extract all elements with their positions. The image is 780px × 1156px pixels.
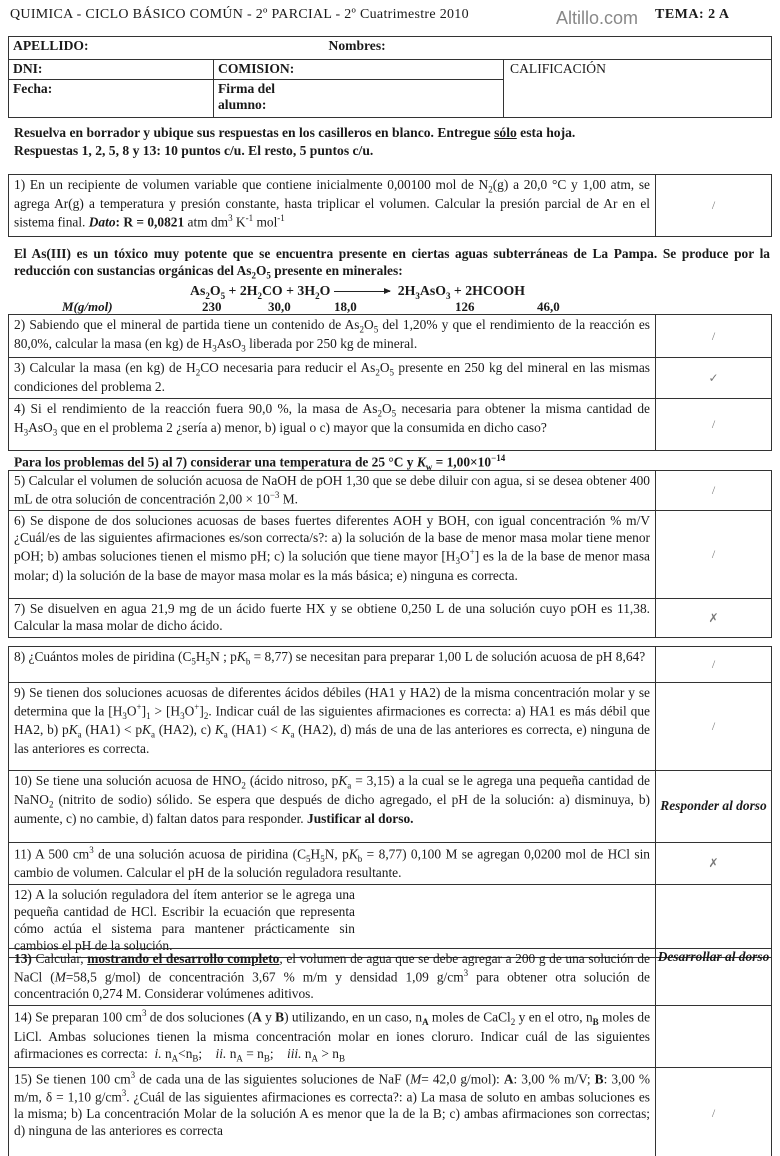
answer-box-12[interactable] [656, 885, 772, 958]
as-intro: El As(III) es un tóxico muy potente que se encuentra presente en ciertas aguas subterráneas de La Pampa. Se produce por la reducción con sustancias orgánicas del $As_2O_5$ presente en minerales: [14, 246, 770, 282]
mass-h2co: 30,0 [268, 299, 291, 314]
question-5: 5) Calcular el volumen de solución acuosa de NaOH de pOH 1,30 que se debe diluir con agua, si se desea obtener 400 mL de otra solución de concentración $2,00 \times 10^{-3}$ M. [9, 471, 656, 511]
fecha-field[interactable]: Fecha: [9, 79, 214, 117]
question-2: 2) Sabiendo que el mineral de partida tiene un contenido de $As_2O_5$ del 1,20% y que el rendimiento de la reacción es 80,0%, calcular la masa (en kg) de $H_3AsO_3$ liberada por 250 kg de mineral. [9, 315, 656, 358]
question-15: 15) Se tienen 100 $cm^3$ de cada una de las siguientes soluciones de NaF (M= 42,0 g/mol): A: 3,00 % m/V; B: 3,00 % m/m, δ = 1,10 $g/cm^3$. ¿Cuál de las siguientes afirmaciones es correcta?: a) La masa de soluto en ambas soluciones es la misma; b) La concentración Molar de la solución A es menor que la de la B; c) ambas afirmaciones son correctas; d) ninguna de las anteriores es correcta [9, 1067, 656, 1156]
question-12: 12) A la solución reguladora del ítem anterior se le agrega una pequeña cantidad de HCl. Escribir la ecuación que representa cómo actúa el sistema para mantener prácticamente sin cambios el pH de la solución. [9, 885, 656, 958]
question-8: 8) ¿Cuántos moles de piridina ($C_5H_5N$ ; $pK_b = 8,77$) se necesitan para preparar 1,00 L de solución acuosa de pH 8,64? [9, 647, 656, 683]
student-id-form [8, 36, 772, 118]
temp-intro: Para los problemas del 5) al 7) considerar una temperatura de 25 °C y $K_w = 1,00\times 10^{-14}$ [14, 453, 506, 473]
chemical-equation: $As_2O_5 + 2H_2CO + 3H_2O$ $2H_3AsO_3$ + 2HCOOH [190, 283, 526, 301]
question-4: 4) Si el rendimiento de la reacción fuera 90,0 %, la masa de $As_2O_5$ necesaria para obtener la misma cantidad de $H_3AsO_3$ que en el problema 2 ¿sería a) menor, b) igual o c) mayor que la consumida en dicho caso? [9, 398, 656, 450]
question-table-13-15 [8, 948, 772, 1156]
comision-field[interactable]: COMISION: [214, 60, 504, 80]
answer-box-10[interactable]: Responder al dorso [656, 771, 772, 843]
firma-field[interactable]: Firma del alumno: [214, 79, 504, 117]
question-7: 7) Se disuelven en agua 21,9 mg de un ácido fuerte HX y se obtiene 0,250 L de una solución cuyo pOH es 11,38. Calcular la masa molar de dicho ácido. [9, 599, 656, 638]
mass-as2o5: 230 [202, 299, 222, 314]
tema-label: TEMA: 2 A [655, 7, 730, 22]
exam-title: QUIMICA - CICLO BÁSICO COMÚN - 2º PARCIAL - 2º Cuatrimestre 2010 [10, 7, 469, 22]
answer-box-7[interactable]: ✗ [656, 599, 772, 638]
apellido-row [9, 37, 772, 60]
calificacion-box [504, 60, 772, 118]
question-1: 1) En un recipiente de volumen variable que contiene inicialmente 0,00100 mol de $N_2(g)$ a 20,0 °C y 1,00 atm, se agrega Ar(g) a temperatura y presión constante, hasta triplicar el volumen. Calcular la presión parcial de Ar en el sistema final. Dato: R = 0,0821 atm $dm^3$ $K^{-1}$ mol$^{-1}$ [9, 175, 656, 237]
answer-box-11[interactable]: ✗ [656, 843, 772, 885]
answer-box-1[interactable]: / [656, 175, 772, 237]
answer-box-5[interactable]: / [656, 471, 772, 511]
mass-hcooh: 46,0 [537, 299, 560, 314]
answer-box-9[interactable]: / [656, 683, 772, 771]
mass-h3aso3: 126 [455, 299, 475, 314]
question-9: 9) Se tienen dos soluciones acuosas de diferentes ácidos débiles (HA1 y HA2) de la misma concentración molar y se determina que la $[H_3O^+]_1 > [H_3O^+]_2$. Indicar cuál de las siguientes afirmaciones es correcta: a) HA1 es más débil que HA2, b) $pK_a$ $(HA1) < pK_a$ (HA2), c) $K_a$ $(HA1) < K_a$ (HA2), d) más de una de las anteriores es correcta, e) ninguna de las anteriores es correcta. [9, 683, 656, 771]
answer-box-13[interactable]: Desarrollar al dorso [656, 949, 772, 1006]
answer-box-4[interactable]: / [656, 398, 772, 450]
watermark: Altillo.com [556, 8, 639, 28]
question-table-1 [8, 174, 772, 237]
question-3: 3) Calcular la masa (en kg) de $H_2CO$ necesaria para reducir el $As_2O_5$ presente en 250 kg del mineral en las mismas condiciones del problema 2. [9, 358, 656, 399]
question-table-2-4 [8, 314, 772, 451]
dni-field[interactable]: DNI: [9, 60, 214, 80]
answer-box-8[interactable]: / [656, 647, 772, 683]
instructions [14, 124, 769, 161]
question-10: 10) Se tiene una solución acuosa de $HNO_2$ (ácido nitroso, $pK_a = 3,15$) a la cual se le agrega una pequeña cantidad de NaNO$_2$ (nitrito de sodio) sólido. Se espera que después de dicho agregado, el pH de la solución: a) disminuya, b) aumente, c) no cambie, d) faltan datos para responder. Justificar al dorso. [9, 771, 656, 843]
mass-h2o: 18,0 [334, 299, 357, 314]
instructions-line-2: Respuestas 1, 2, 5, 8 y 13: 10 puntos c/u. El resto, 5 puntos c/u. [14, 143, 374, 159]
mass-label: M(g/mol) [62, 299, 113, 314]
reaction-arrow-icon [334, 291, 390, 292]
answer-box-15[interactable]: / [656, 1067, 772, 1156]
question-table-8-12 [8, 646, 772, 958]
question-6: 6) Se dispone de dos soluciones acuosas de bases fuertes diferentes AOH y BOH, con igual concentración % m/V ¿Cuál/es de las siguientes afirmaciones es/son correcta/s?: a) la solución de la base de menor masa molar tiene menor pOH; b) ambas soluciones tienen el mismo pH; c) la solución que tiene mayor $[H_3O^+]$ es la de la base de menor masa molar; d) la solución de la base de mayor masa molar es la más básica; e) ninguna es correcta. [9, 511, 656, 599]
answer-box-2[interactable]: / [656, 315, 772, 358]
calificacion-label: CALIFICACIÓN [510, 61, 606, 76]
instructions-line-1: Resuelva en borrador y ubique sus respuestas en los casilleros en blanco. Entregue sólo esta hoja. [14, 125, 576, 140]
answer-box-3[interactable]: ✓ [656, 358, 772, 399]
question-table-5-7 [8, 470, 772, 638]
question-13: 13) Calcular, mostrando el desarrollo completo, el volumen de agua que se debe agregar a 200 g de una solución de NaCl (M=58,5 g/mol) de concentración 3,67 % m/m y densidad 1,09 $g/cm^3$ para obtener otra solución de concentración 0,274 M. Considerar volúmenes aditivos. [9, 949, 656, 1006]
question-11: 11) A 500 $cm^3$ de una solución acuosa de piridina ($C_5H_5N$, $pK_b = 8,77$) 0,100 M se agregan 0,0200 mol de HCl sin cambio de volumen. Calcular el pH de la solución reguladora resultante. [9, 843, 656, 885]
answer-box-14[interactable] [656, 1006, 772, 1067]
apellido-label: APELLIDO: [13, 38, 89, 53]
answer-box-6[interactable]: / [656, 511, 772, 599]
nombres-label: Nombres: [328, 38, 386, 53]
question-14: 14) Se preparan 100 $cm^3$ de dos soluciones (A y B) utilizando, en un caso, $n_A$ moles de CaCl$_2$ y en el otro, $n_B$ moles de LiCl. Ambas soluciones tienen la misma concentración molar en iones cloruro. Indicar cuál de las siguientes afirmaciones es correcta: i. $n_A<n_B$; ii. $n_A = n_B$; iii. $n_A > n_B$ [9, 1006, 656, 1067]
